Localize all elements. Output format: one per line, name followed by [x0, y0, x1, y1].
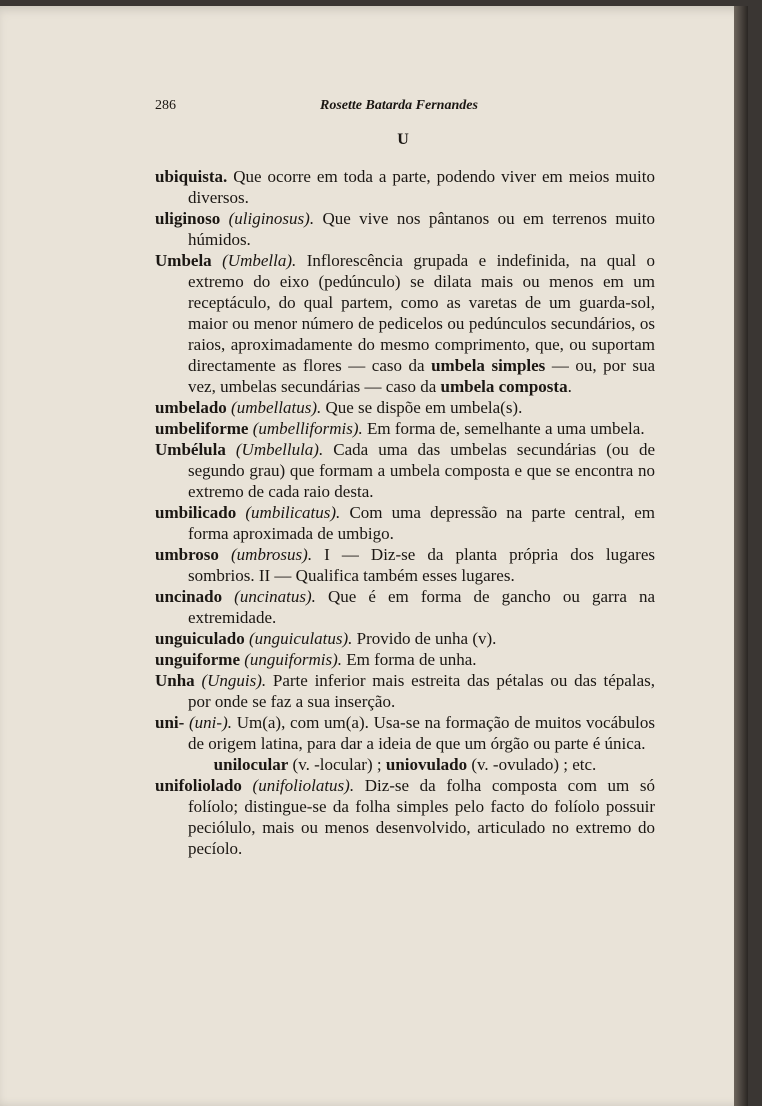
entry-headword: unifoliolado — [155, 776, 242, 795]
entry-definition: I — Diz-se da planta própria dos lugares sombrios. II — Qualifica também esses lugares. — [188, 545, 655, 585]
entry-latin: (Umbellula). — [225, 440, 324, 459]
entry-definition: Parte inferior mais estreita das pétalas ou das tépalas, por onde se faz a sua inserção. — [188, 671, 655, 711]
entry-unguiculado — [155, 628, 655, 649]
entry-latin: (Unguis). — [194, 671, 267, 690]
entry-umbilicado — [155, 502, 655, 544]
entry-headword: uncinado — [155, 587, 223, 606]
example-uniovulado: uniovulado — [385, 755, 468, 774]
entry-definition: Que ocorre em toda a parte, podendo viver em meios muito diversos. — [188, 167, 655, 207]
entry-uni — [155, 712, 655, 754]
entry-definition: Que vive nos pântanos ou em terrenos muito húmidos. — [188, 209, 656, 249]
entry-umbroso — [155, 544, 655, 586]
entry-umbela — [155, 250, 655, 397]
entry-definition: Com uma depressão na parte central, em forma aproximada de umbigo. — [188, 503, 655, 543]
entry-latin: (uncinatus). — [222, 587, 316, 606]
entry-headword: uni- — [155, 713, 185, 732]
section-letter: U — [397, 131, 409, 148]
entry-latin: (umbrosus). — [218, 545, 313, 564]
entry-headword: ubiquista. — [155, 167, 228, 186]
entry-definition: Diz-se da folha composta com um só folíolo; distingue-se da folha simples pelo facto do folíolo possuir peciólulo, mais ou menos desenvolvido, articulado no extremo do pecíolo. — [188, 776, 656, 858]
running-title: Rosette Batarda Fernandes — [320, 98, 478, 113]
entry-latin: (unifoliolatus). — [241, 776, 355, 795]
entry-latin: (umbellatus). — [226, 398, 322, 417]
entry-latin: (uni-). — [184, 713, 232, 732]
entry-umbelula — [155, 439, 655, 502]
entry-latin: (umbilicatus). — [236, 503, 341, 522]
entry-definition-end: . — [567, 377, 572, 396]
entry-headword: umbilicado — [155, 503, 237, 522]
term-umbela-simples: umbela simples — [431, 356, 546, 375]
entry-uliginoso — [155, 208, 655, 250]
entry-headword: Umbela — [155, 251, 212, 270]
entry-latin: (unguiculatus). — [244, 629, 353, 648]
entry-headword: unguiforme — [155, 650, 240, 669]
entry-latin: (umbelliformis). — [248, 419, 363, 438]
entry-definition: Um(a), com um(a). Usa-se na formação de muitos vocábulos de origem latina, para dar a ideia de que um órgão ou parte é única. — [188, 713, 655, 753]
page-number: 286 — [155, 98, 176, 113]
entry-definition-cont: — ou, por sua vez, umbelas secundárias — caso da — [188, 356, 656, 396]
uni-examples — [155, 754, 655, 775]
entry-definition: Provido de unha (v). — [352, 629, 497, 648]
entry-definition: Que é em forma de gancho ou garra na extremidade. — [188, 587, 655, 627]
example-ref: (v. -ovulado) ; etc. — [467, 755, 597, 774]
entry-definition: Que se dispõe em umbela(s). — [321, 398, 523, 417]
entry-umbeliforme — [155, 418, 655, 439]
glossary-entries — [155, 166, 655, 859]
entry-definition: Inflorescência grupada e indefinida, na qual o extremo do eixo (pedúnculo) se dilata mais ou menos em um receptáculo, do qual partem, como as varetas de um guarda-sol, maior ou menor número de pedicelos ou pedúnculos secundários, os raios, aproximadamente do mesmo comprimento, que, ou suportam directamente as flores — caso da — [188, 251, 655, 375]
entry-headword: umbelado — [155, 398, 227, 417]
page-edge-shadow — [734, 6, 748, 1106]
entry-latin: (unguiformis). — [240, 650, 342, 669]
entry-headword: Umbélula — [155, 440, 226, 459]
entry-headword: Unha — [155, 671, 195, 690]
entry-headword: uliginoso — [155, 209, 221, 228]
entry-umbelado — [155, 397, 655, 418]
term-umbela-composta: umbela composta — [440, 377, 568, 396]
entry-latin: (Umbella). — [211, 251, 297, 270]
entry-uncinado — [155, 586, 655, 628]
entry-unifoliolado — [155, 775, 655, 859]
entry-definition: Em forma de, semelhante a uma umbela. — [362, 419, 645, 438]
example-ref: (v. -locular) ; — [288, 755, 386, 774]
entry-unha — [155, 670, 655, 712]
entry-ubiquista — [155, 166, 655, 208]
entry-definition: Em forma de unha. — [342, 650, 477, 669]
entry-headword: unguiculado — [155, 629, 245, 648]
entry-headword: umbeliforme — [155, 419, 249, 438]
entry-definition: Cada uma das umbelas secundárias (ou de segundo grau) que formam a umbela composta e que se encontra no extremo de cada raio desta. — [188, 440, 655, 501]
book-page — [0, 6, 748, 1106]
entry-headword: umbroso — [155, 545, 219, 564]
page-header — [155, 98, 652, 118]
entry-latin: (uliginosus). — [220, 209, 315, 228]
example-unilocular: unilocular — [213, 755, 289, 774]
entry-unguiforme — [155, 649, 655, 670]
